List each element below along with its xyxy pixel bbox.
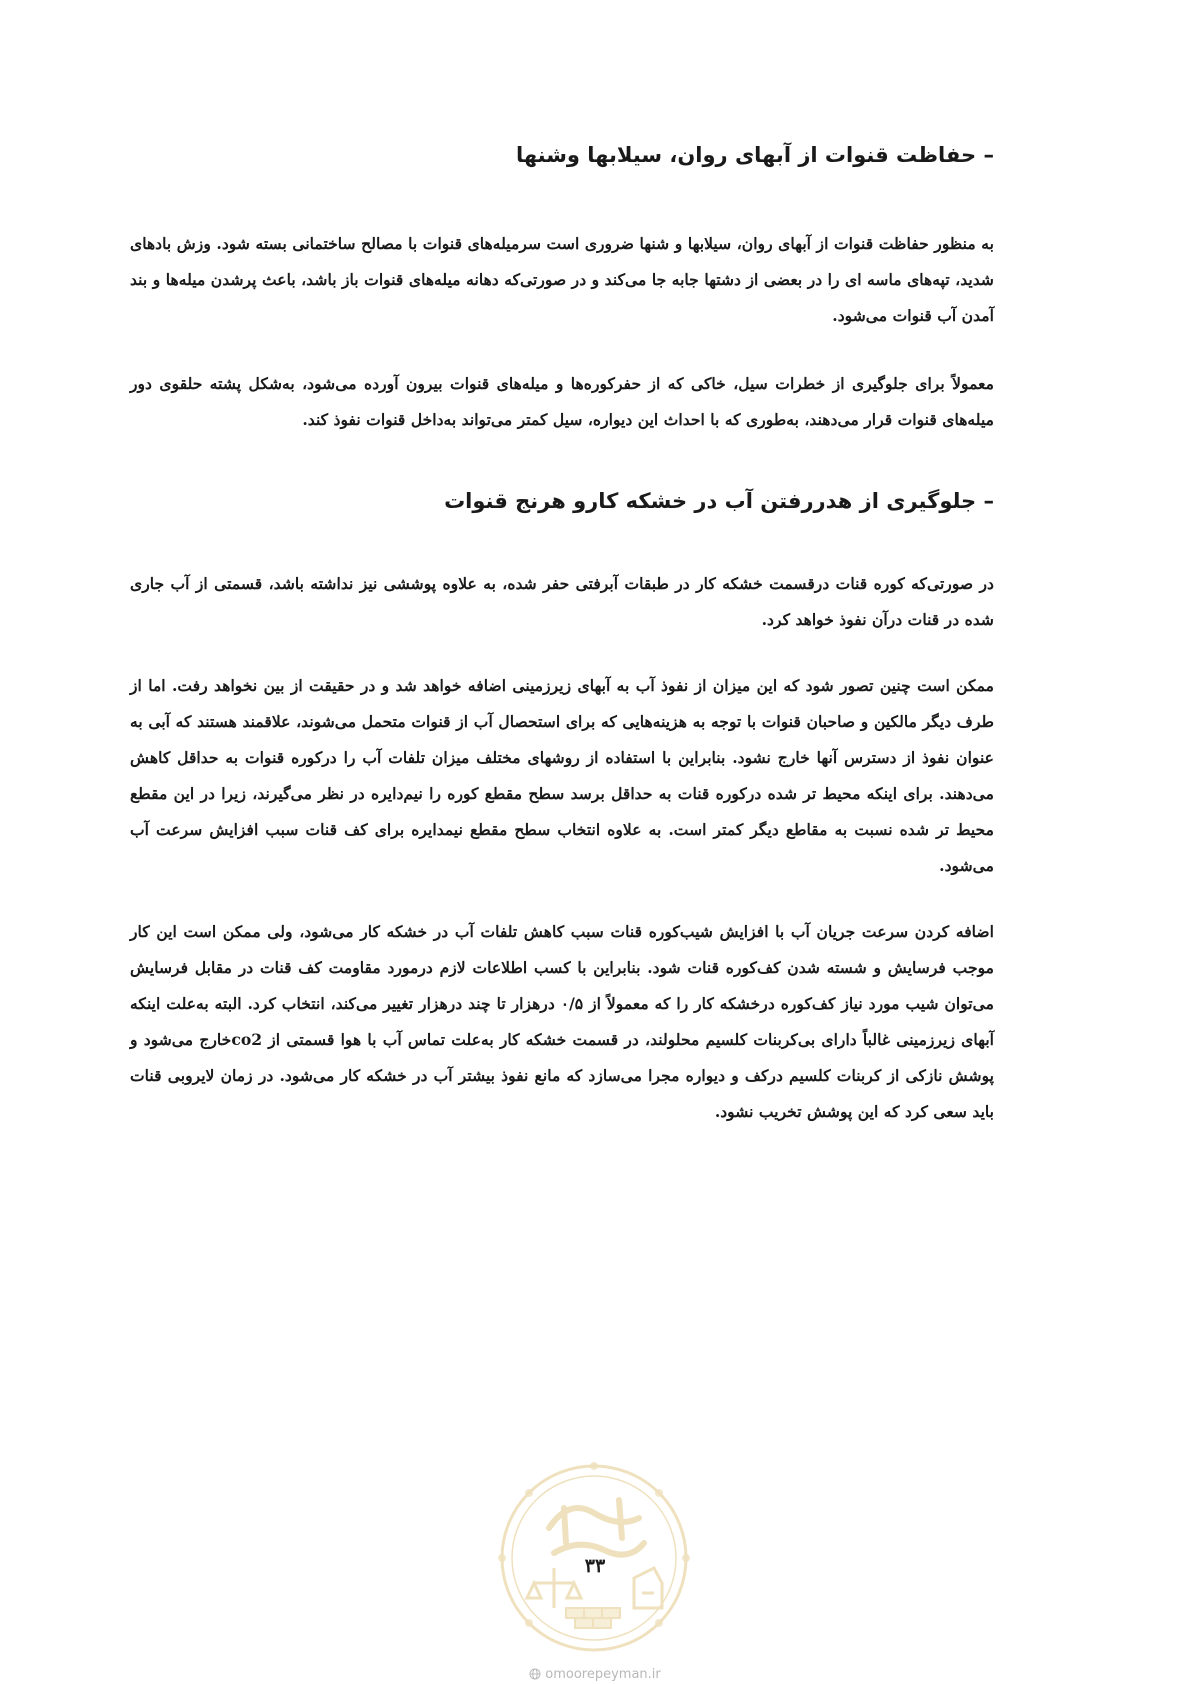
site-url-text: omoorepeyman.ir	[545, 1666, 661, 1682]
paragraph-flood-prevention: معمولاً برای جلوگیری از خطرات سیل، خاکی که از حفرکوره‌ها و میله‌های قنوات بیرون آورده می‌شود، به‌شکل پشته حلقوی دور میله‌های قنوات قرار می‌دهند، به‌طوری که با احداث این دیواره، سیل کمتر می‌تواند به‌داخل قنوات نفوذ کند.	[130, 374, 994, 429]
paragraph-infiltration: در صورتی‌که کوره قنات درقسمت خشکه کار در طبقات آبرفتی حفر شده، به علاوه پوششی نیز نداشته باشد، قسمتی از آب جاری شده در قنات درآن نفوذ خواهد کرد.	[130, 574, 994, 629]
paragraph-slope-and-coating: اضافه کردن سرعت جریان آب با افزایش شیب‌کوره قنات سبب کاهش تلفات آب در خشکه کار می‌شود، ولی ممکن است این کار موجب فرسایش و شسته شدن کف‌کوره قنات شود. بنابراین با کسب اطلاعات لازم درمورد مقاومت کف قنات در مقابل فرسایش می‌توان شیب مورد نیاز کف‌کوره درخشکه کار را که معمولاً از ۰/۵ درهزار تا چند درهزار تغییر می‌کند، انتخاب کرد. البته به‌علت اینکه آبهای زیرزمینی غالباً دارای بی‌کربنات کلسیم محلولند، در قسمت خشکه کار به‌علت تماس آب با هوا قسمتی از co2خارج می‌شود و پوشش نازکی از کربنات کلسیم درکف و دیواره مجرا می‌سازد که مانع نفوذ بیشتر آب در خشکه کار می‌شود. در زمان لایروبی قنات باید سعی کرد که این پوشش تخریب نشود.	[130, 922, 994, 1121]
page-content	[130, 140, 994, 1130]
globe-icon	[529, 1668, 541, 1680]
section-heading-protection: – حفاظت قنوات از آبهای روان، سیلابها وشنها	[515, 143, 994, 167]
watermark-url	[495, 1664, 695, 1684]
section-heading-water-loss: – جلوگیری از هدررفتن آب در خشکه کارو هرنج قنوات	[444, 489, 994, 513]
paragraph-protection-intro: به منظور حفاظت قنوات از آبهای روان، سیلابها و شنها ضروری است سرمیله‌های قنوات با مصالح ساختمانی بسته شود. وزش بادهای شدید، تپه‌های ماسه ای را در بعضی از دشتها جابه جا می‌کند و در صورتی‌که دهانه میله‌های قنوات باز باشد، باعث پرشدن میله‌ها و بند آمدن آب قنوات می‌شود.	[130, 234, 994, 325]
paragraph-loss-reduction: ممکن است چنین تصور شود که این میزان از نفوذ آب به آبهای زیرزمینی اضافه خواهد شد و در حقیقت از بین نخواهد رفت. اما از طرف دیگر مالکین و صاحبان قنوات با توجه به هزینه‌هایی که برای استحصال آب از قنوات متحمل می‌شوند، علاقمند هستند که آبی به عنوان نفوذ از دسترس آنها خارج نشود. بنابراین با استفاده از روشهای مختلف میزان تلفات آب را درکوره قنوات به حداقل کاهش می‌دهند. برای اینکه محیط تر شده درکوره قنات به حداقل برسد سطح مقطع کوره را نیم‌دایره در نظر می‌گیرند، زیرا در این مقطع محیط تر شده نسبت به مقاطع دیگر کمتر است. به علاوه انتخاب سطح مقطع نیمدایره برای کف قنات سبب افزایش سرعت آب می‌شود.	[130, 676, 994, 875]
page-number: ۳۳	[584, 1555, 606, 1577]
